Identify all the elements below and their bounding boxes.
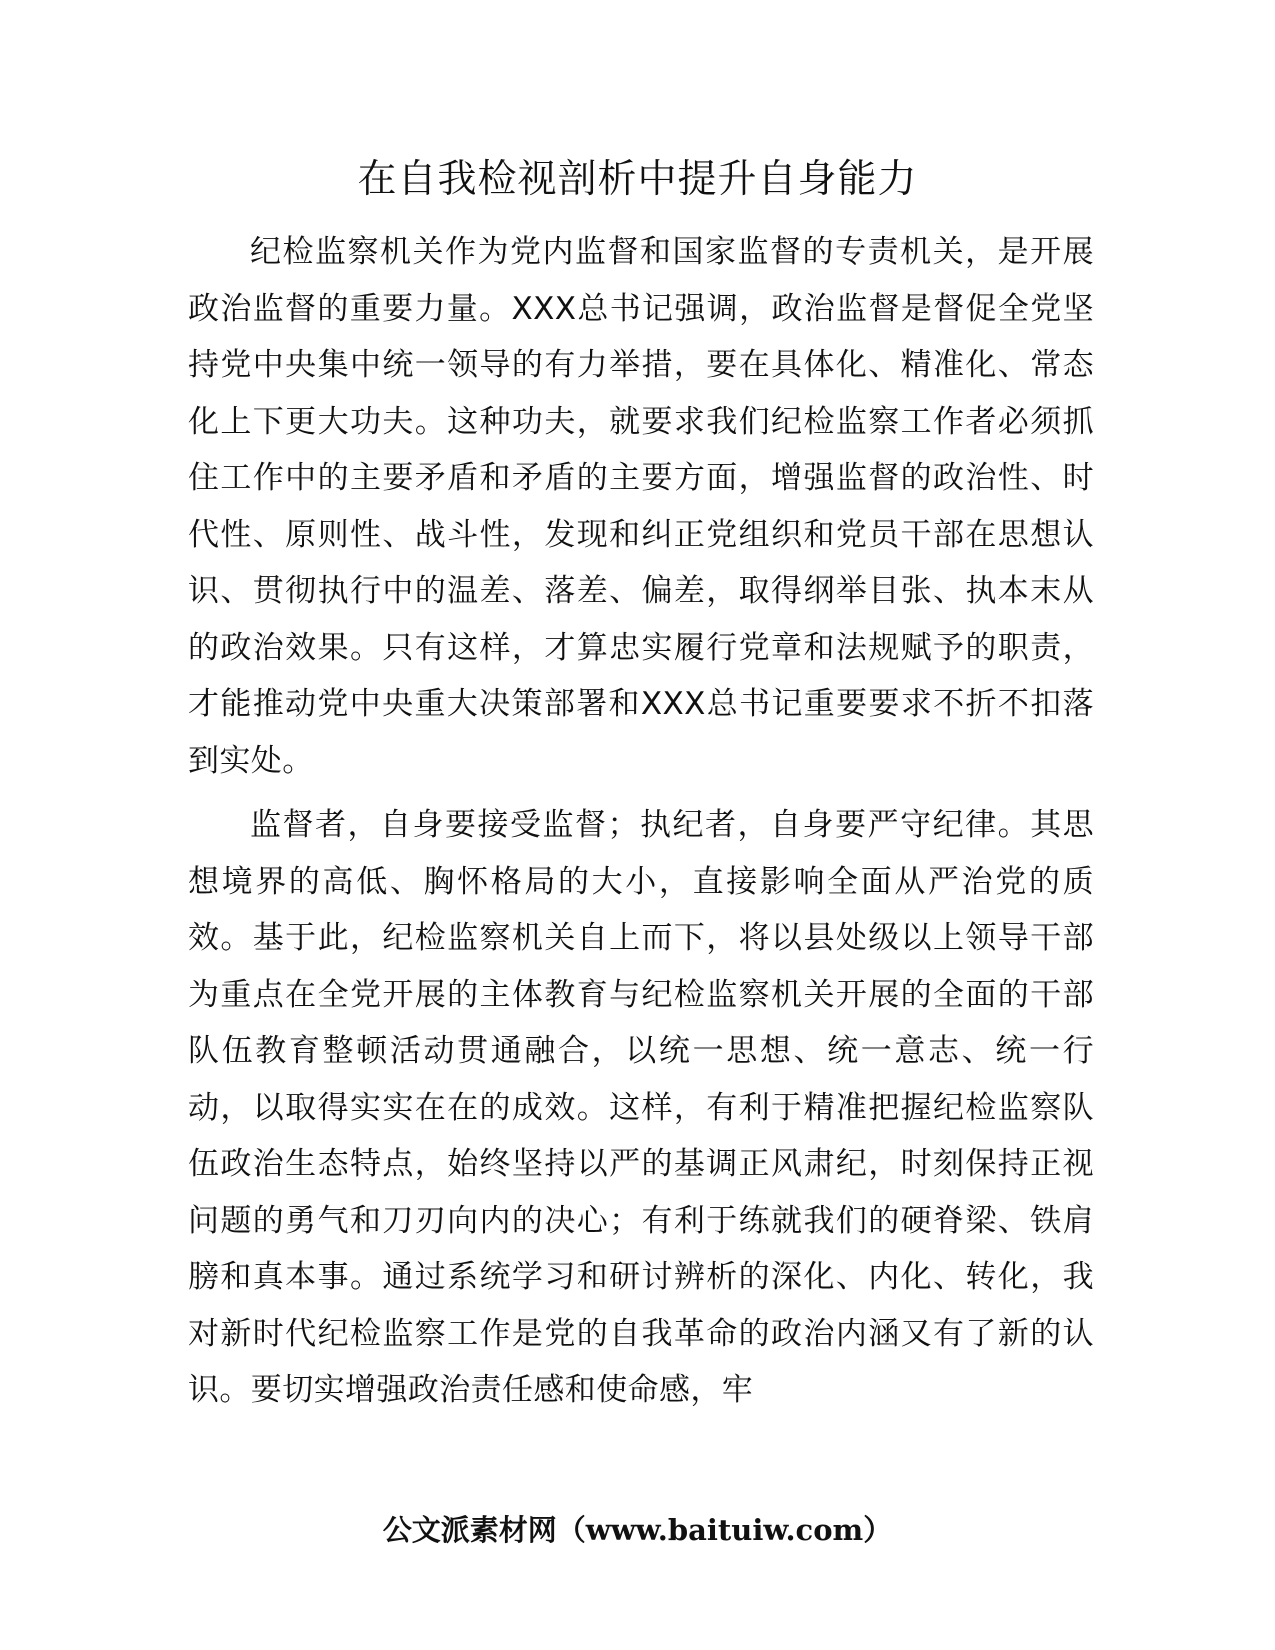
document-title: 在自我检视剖析中提升自身能力: [357, 157, 918, 202]
footer-watermark: 公文派素材网（www.baituiw.com）: [382, 1513, 893, 1547]
paragraph-2: 监督者，自身要接受监督；执纪者，自身要严守纪律。其思想境界的高低、胸怀格局的大小，直接影响全面从严治党的质效。基于此，纪检监察机关自上而下，将以县处级以上领导干部为重点在全党开展的主体教育与纪检监察机关开展的全面的干部队伍教育整顿活动贯通融合，以统一思想、统一意志、统一行动，以取得实实在在的成效。这样，有利于精准把握纪检监察队伍政治生态特点，始终坚持以严的基调正风肃纪，时刻保持正视问题的勇气和刀刃向内的决心；有利于练就我们的硬脊梁、铁肩膀和真本事。通过系统学习和研讨辨析的深化、内化、转化，我对新时代纪检监察工作是党的自我革命的政治内涵又有了新的认识。要切实增强政治责任感和使命感，牢: [188, 807, 1094, 1408]
document-body: [188, 224, 1094, 1427]
paragraph-1: 纪检监察机关作为党内监督和国家监督的专责机关，是开展政治监督的重要力量。XXX总书记强调，政治监督是督促全党坚持党中央集中统一领导的有力举措，要在具体化、精准化、常态化上下更大功夫。这种功夫，就要求我们纪检监察工作者必须抓住工作中的主要矛盾和矛盾的主要方面，增强监督的政治性、时代性、原则性、战斗性，发现和纠正党组织和党员干部在思想认识、贯彻执行中的温差、落差、偏差，取得纲举目张、执本末从的政治效果。只有这样，才算忠实履行党章和法规赋予的职责，才能推动党中央重大决策部署和XXX总书记重要要求不折不扣落到实处。: [188, 234, 1094, 779]
